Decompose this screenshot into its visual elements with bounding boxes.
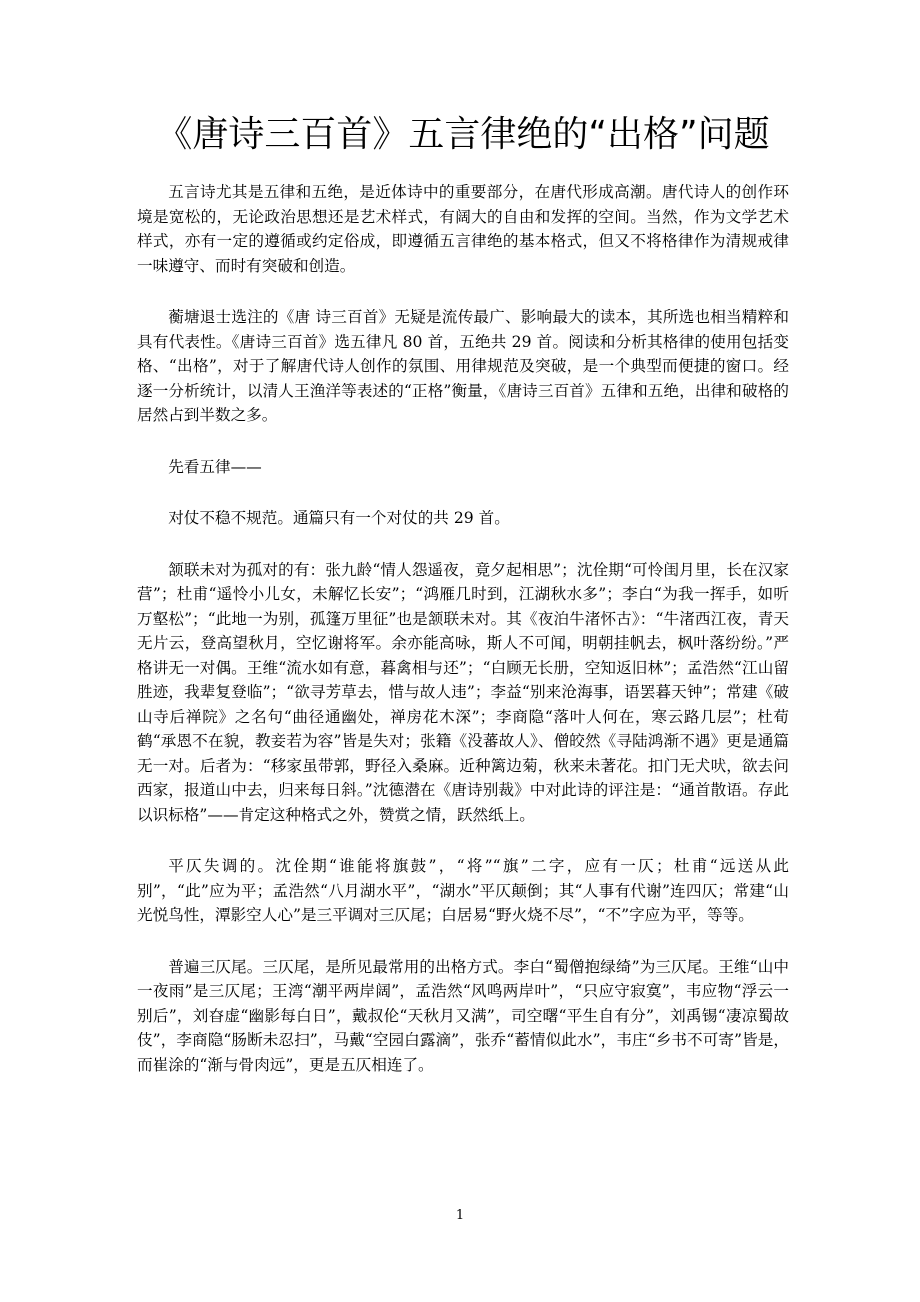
paragraph-sanzewei: 普遍三仄尾。三仄尾，是所见最常用的出格方式。李白“蜀僧抱绿绮”为三仄尾。王维“山中一夜雨”是三仄尾；王湾“潮平两岸阔”，孟浩然“风鸣两岸叶”，“只应守寂寞”，韦应物“浮云一别后”，刘昚虚“幽影每白日”，戴叔伦“天秋月又满”，司空曙“平生自有分”，刘禹锡“凄凉蜀故伎”，李商隐“肠断未忍扫”，马戴“空园白露滴”，张乔“蓄情似此水”，韦庄“乡书不可寄”皆是，而崔涂的“渐与骨肉远”，更是五仄相连了。: [137, 957, 789, 1074]
paragraph-wulv-heading: 先看五律——: [168, 457, 262, 476]
page-number: 1: [455, 1208, 465, 1223]
document-body: [137, 180, 789, 1077]
document-page: [137, 0, 789, 1104]
paragraph-intro: 五言诗尤其是五律和五绝，是近体诗中的重要部分，在唐代形成高潮。唐代诗人的创作环境是宽松的，无论政治思想还是艺术样式，有阔大的自由和发挥的空间。当然，作为文学艺术样式，亦有一定的遵循或约定俗成，即遵循五言律绝的基本格式，但又不将格律作为清规戒律一味遵守、而时有突破和创造。: [137, 183, 789, 275]
paragraph-selection: 蘅塘退士选注的《唐 诗三百首》无疑是流传最广、影响最大的读本，其所选也相当精粹和具有代表性。《唐诗三百首》选五律凡 80 首，五绝共 29 首。阅读和分析其格律的使用包括变格、“出格”，对于了解唐代诗人创作的氛围、用律规范及突破，是一个典型而便捷的窗口。经逐一分析统计，以清人王渔洋等表述的“正格”衡量，《唐诗三百首》五律和五绝，出律和破格的居然占到半数之多。: [137, 308, 789, 424]
paragraph-duizhang: 对仗不稳不规范。通篇只有一个对仗的共 29 首。: [168, 509, 510, 527]
paragraph-pingze: 平仄失调的。沈佺期“谁能将旗鼓”，“将”“旗”二字，应有一仄；杜甫“远送从此别”，“此”应为平；孟浩然“八月湖水平”，“湖水”平仄颠倒；其“人事有代谢”连四仄；常建“山光悦鸟性，潭影空人心”是三平调对三仄尾；白居易“野火烧不尽”，“不”字应为平，等等。: [137, 857, 789, 924]
paragraph-hanlian: 颔联未对为孤对的有：张九龄“情人怨遥夜，竟夕起相思”；沈佺期“可怜闺月里，长在汉家营”；杜甫“遥怜小儿女，未解忆长安”；“鸿雁几时到，江湖秋水多”；李白“为我一挥手，如听万壑松”；“此地一为别，孤篷万里征”也是颔联未对。其《夜泊牛渚怀古》：“牛渚西江夜，青天无片云，登高望秋月，空忆谢将军。余亦能高咏，斯人不可闻，明朝挂帆去，枫叶落纷纷。”严格讲无一对偶。王维“流水如有意，暮禽相与还”；“白顾无长册，空知返旧林”；孟浩然“江山留胜迹，我辈复登临”；“欲寻芳草去，惜与故人违”；李益“别来沧海事，语罢暮天钟”；常建《破山寺后禅院》之名句“曲径通幽处，禅房花木深”；李商隐“落叶人何在，寒云路几层”；杜荀鹤“承恩不在貌，教妾若为容”皆是失对；张籍《没蕃故人》、僧皎然《寻陆鸿渐不遇》更是通篇无一对。后者为：“移家虽带郭，野径入桑麻。近种篱边菊，秋来未著花。扣门无犬吠，欲去问西家，报道山中去，归来每日斜。”沈德潜在《唐诗别裁》中对此诗的评注是：“通首散语。存此以识标格”——肯定这种格式之外，赞赏之情，跃然纸上。: [137, 560, 789, 824]
document-title: 《唐诗三百首》五言律绝的“出格”问题: [156, 114, 770, 155]
